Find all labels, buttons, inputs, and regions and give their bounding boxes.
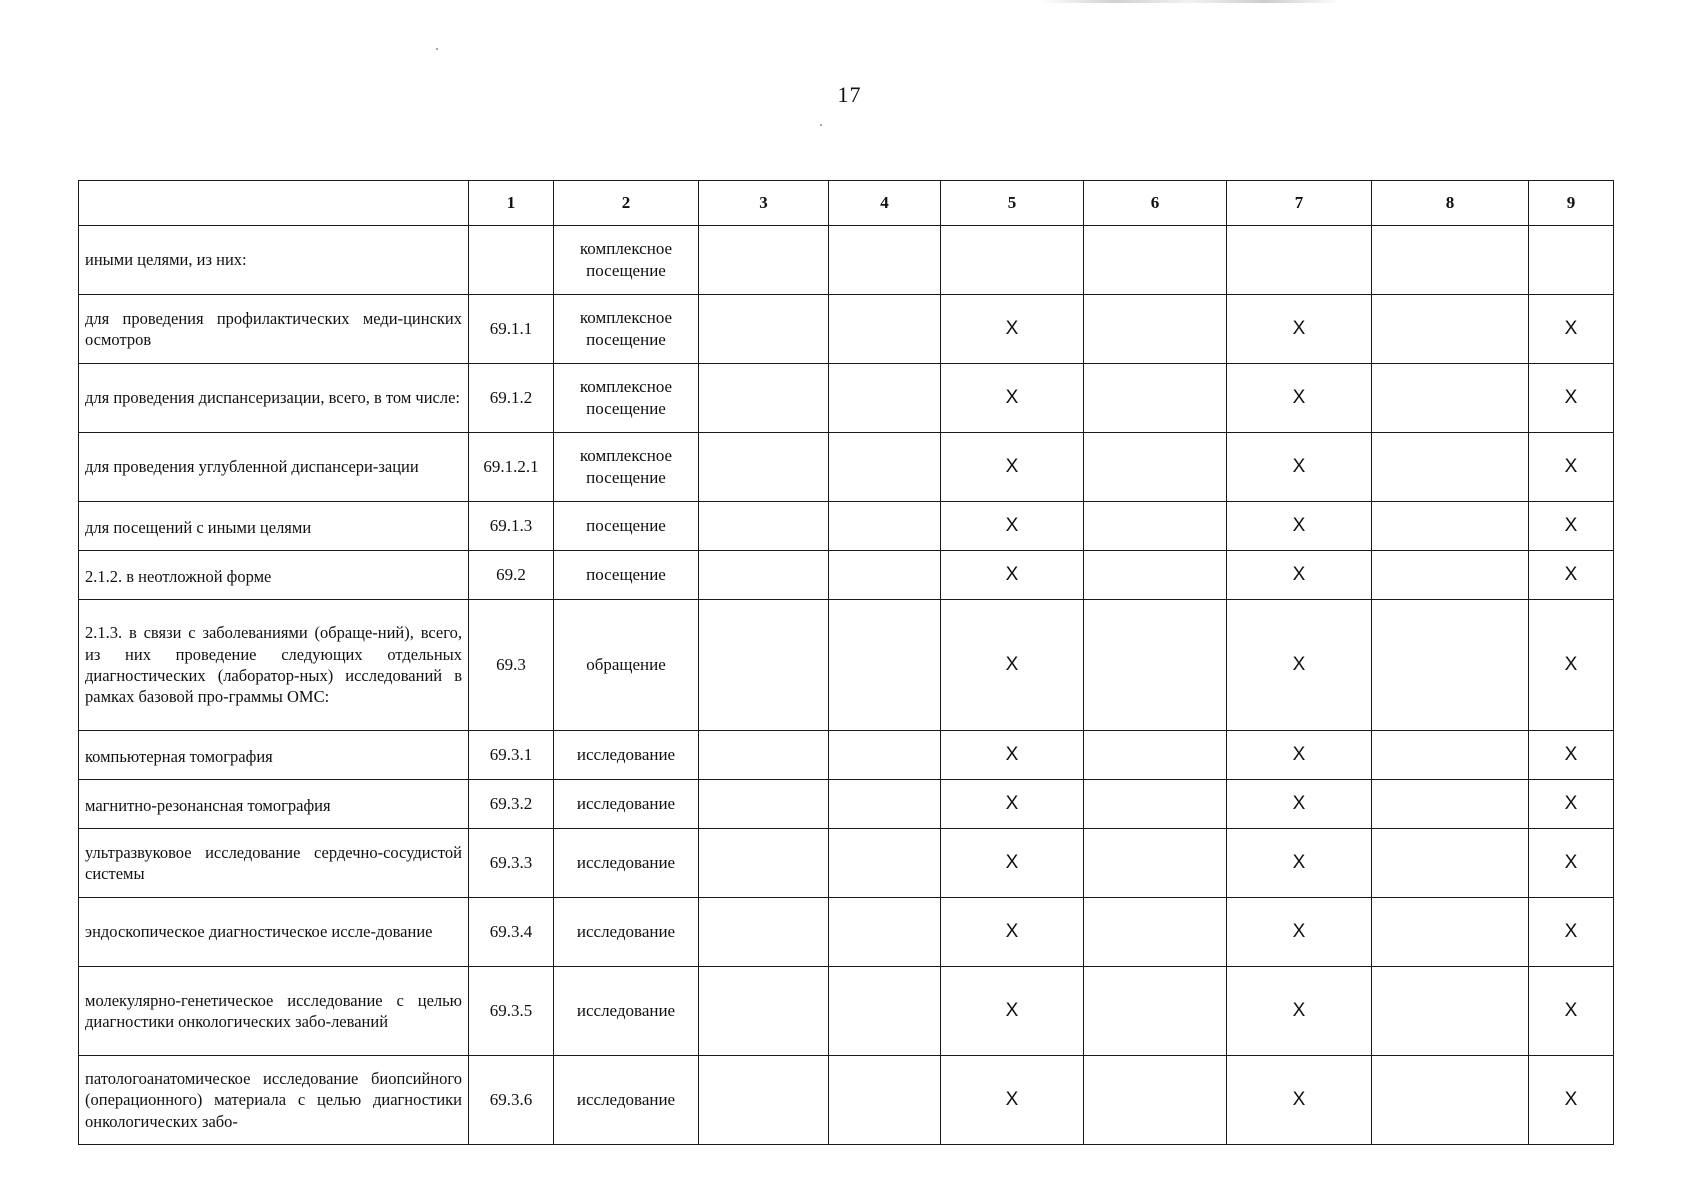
header-cell-5: 5 (941, 181, 1084, 226)
row-col-8 (1372, 600, 1529, 731)
row-col-6 (1084, 600, 1227, 731)
row-col-8 (1372, 551, 1529, 600)
row-col-3 (699, 600, 829, 731)
row-col-3 (699, 1056, 829, 1145)
row-col-7: X (1227, 829, 1372, 898)
row-col-4 (829, 226, 941, 295)
row-col-4 (829, 600, 941, 731)
row-col-8 (1372, 502, 1529, 551)
row-col-7: X (1227, 780, 1372, 829)
table-row (79, 551, 1614, 600)
document-table (78, 180, 1614, 1145)
row-unit: исследование (554, 967, 699, 1056)
row-description: молекулярно-генетическое исследование с целью диагностики онкологических забо-леваний (79, 967, 469, 1056)
row-col-6 (1084, 502, 1227, 551)
row-col-9: X (1529, 295, 1614, 364)
table-row (79, 502, 1614, 551)
row-col-9: X (1529, 731, 1614, 780)
row-code: 69.1.3 (469, 502, 554, 551)
row-col-4 (829, 1056, 941, 1145)
row-unit: исследование (554, 731, 699, 780)
row-code: 69.3.6 (469, 1056, 554, 1145)
row-col-9 (1529, 226, 1614, 295)
row-description: эндоскопическое диагностическое иссле-дование (79, 898, 469, 967)
row-col-6 (1084, 1056, 1227, 1145)
row-col-3 (699, 731, 829, 780)
table-row (79, 1056, 1614, 1145)
row-col-8 (1372, 433, 1529, 502)
row-col-4 (829, 731, 941, 780)
row-col-6 (1084, 967, 1227, 1056)
row-code: 69.2 (469, 551, 554, 600)
scan-artifact (1040, 0, 1340, 3)
row-col-6 (1084, 551, 1227, 600)
row-col-7: X (1227, 600, 1372, 731)
row-unit: посещение (554, 502, 699, 551)
row-col-3 (699, 295, 829, 364)
row-col-8 (1372, 731, 1529, 780)
row-col-7 (1227, 226, 1372, 295)
row-col-8 (1372, 364, 1529, 433)
table-header-row (79, 181, 1614, 226)
row-col-9: X (1529, 829, 1614, 898)
row-unit: исследование (554, 898, 699, 967)
row-col-9: X (1529, 364, 1614, 433)
header-cell-6: 6 (1084, 181, 1227, 226)
row-col-5: X (941, 433, 1084, 502)
row-col-3 (699, 364, 829, 433)
header-cell-label (79, 181, 469, 226)
row-code: 69.3.3 (469, 829, 554, 898)
row-unit: комплексное посещение (554, 433, 699, 502)
page-number: 17 (837, 82, 862, 107)
row-description: ультразвуковое исследование сердечно-сосудистой системы (79, 829, 469, 898)
table-row (79, 829, 1614, 898)
row-col-7: X (1227, 502, 1372, 551)
row-col-5: X (941, 600, 1084, 731)
table-row (79, 967, 1614, 1056)
row-col-7: X (1227, 551, 1372, 600)
row-col-8 (1372, 780, 1529, 829)
row-col-7: X (1227, 898, 1372, 967)
row-unit: обращение (554, 600, 699, 731)
header-cell-3: 3 (699, 181, 829, 226)
row-code: 69.3.5 (469, 967, 554, 1056)
row-col-7: X (1227, 731, 1372, 780)
row-col-7: X (1227, 967, 1372, 1056)
table-row (79, 780, 1614, 829)
row-description: для проведения диспансеризации, всего, в том числе: (79, 364, 469, 433)
row-unit: исследование (554, 780, 699, 829)
row-col-3 (699, 967, 829, 1056)
row-description: магнитно-резонансная томография (79, 780, 469, 829)
row-unit: комплексное посещение (554, 226, 699, 295)
row-col-9: X (1529, 551, 1614, 600)
header-cell-8: 8 (1372, 181, 1529, 226)
row-col-5 (941, 226, 1084, 295)
row-description: патологоанатомическое исследование биопсийного (операционного) материала с целью диагностики онкологических забо- (79, 1056, 469, 1145)
row-code: 69.3.2 (469, 780, 554, 829)
row-col-6 (1084, 898, 1227, 967)
scan-speck (436, 48, 438, 50)
row-col-9: X (1529, 967, 1614, 1056)
row-col-6 (1084, 829, 1227, 898)
row-col-6 (1084, 364, 1227, 433)
row-col-3 (699, 829, 829, 898)
row-col-9: X (1529, 898, 1614, 967)
header-cell-4: 4 (829, 181, 941, 226)
table-row (79, 898, 1614, 967)
row-col-7: X (1227, 433, 1372, 502)
row-code: 69.1.2 (469, 364, 554, 433)
row-col-6 (1084, 433, 1227, 502)
row-col-4 (829, 551, 941, 600)
row-col-5: X (941, 967, 1084, 1056)
row-col-9: X (1529, 433, 1614, 502)
header-cell-9: 9 (1529, 181, 1614, 226)
row-col-8 (1372, 898, 1529, 967)
row-col-7: X (1227, 1056, 1372, 1145)
row-col-3 (699, 502, 829, 551)
row-description: 2.1.2. в неотложной форме (79, 551, 469, 600)
row-description: для проведения углубленной диспансери-зации (79, 433, 469, 502)
row-col-4 (829, 898, 941, 967)
row-col-5: X (941, 829, 1084, 898)
scan-speck (820, 124, 822, 126)
row-col-8 (1372, 1056, 1529, 1145)
row-description: 2.1.3. в связи с заболеваниями (обраще-ний), всего, из них проведение следующих отдельных диагностических (лаборатор-ных) исследований в рамках базовой про-граммы ОМС: (79, 600, 469, 731)
row-col-5: X (941, 731, 1084, 780)
row-col-7: X (1227, 295, 1372, 364)
row-col-3 (699, 433, 829, 502)
row-code: 69.3 (469, 600, 554, 731)
row-col-7: X (1227, 364, 1372, 433)
row-col-4 (829, 433, 941, 502)
row-description: компьютерная томография (79, 731, 469, 780)
row-col-4 (829, 364, 941, 433)
row-col-5: X (941, 898, 1084, 967)
header-cell-1: 1 (469, 181, 554, 226)
row-unit: посещение (554, 551, 699, 600)
table-row (79, 295, 1614, 364)
row-unit: исследование (554, 829, 699, 898)
row-col-4 (829, 780, 941, 829)
row-col-3 (699, 780, 829, 829)
row-code: 69.3.4 (469, 898, 554, 967)
row-col-9: X (1529, 600, 1614, 731)
row-description: иными целями, из них: (79, 226, 469, 295)
row-description: для проведения профилактических меди-цинских осмотров (79, 295, 469, 364)
row-col-4 (829, 967, 941, 1056)
row-code: 69.1.1 (469, 295, 554, 364)
table-row (79, 731, 1614, 780)
row-col-4 (829, 502, 941, 551)
row-col-9: X (1529, 780, 1614, 829)
row-col-8 (1372, 226, 1529, 295)
header-cell-2: 2 (554, 181, 699, 226)
row-col-5: X (941, 364, 1084, 433)
row-col-5: X (941, 502, 1084, 551)
row-col-6 (1084, 731, 1227, 780)
row-col-3 (699, 551, 829, 600)
row-unit: комплексное посещение (554, 364, 699, 433)
row-unit: исследование (554, 1056, 699, 1145)
row-code: 69.3.1 (469, 731, 554, 780)
row-col-5: X (941, 780, 1084, 829)
row-col-6 (1084, 780, 1227, 829)
row-description: для посещений с иными целями (79, 502, 469, 551)
row-col-5: X (941, 295, 1084, 364)
row-code (469, 226, 554, 295)
table-row (79, 226, 1614, 295)
row-col-6 (1084, 295, 1227, 364)
table-row (79, 364, 1614, 433)
row-col-3 (699, 898, 829, 967)
row-col-5: X (941, 551, 1084, 600)
header-cell-7: 7 (1227, 181, 1372, 226)
row-col-4 (829, 829, 941, 898)
row-col-4 (829, 295, 941, 364)
row-col-6 (1084, 226, 1227, 295)
table-row (79, 600, 1614, 731)
row-code: 69.1.2.1 (469, 433, 554, 502)
row-col-8 (1372, 295, 1529, 364)
row-col-3 (699, 226, 829, 295)
row-col-5: X (941, 1056, 1084, 1145)
row-col-8 (1372, 967, 1529, 1056)
row-col-9: X (1529, 502, 1614, 551)
row-col-8 (1372, 829, 1529, 898)
row-unit: комплексное посещение (554, 295, 699, 364)
row-col-9: X (1529, 1056, 1614, 1145)
table-row (79, 433, 1614, 502)
